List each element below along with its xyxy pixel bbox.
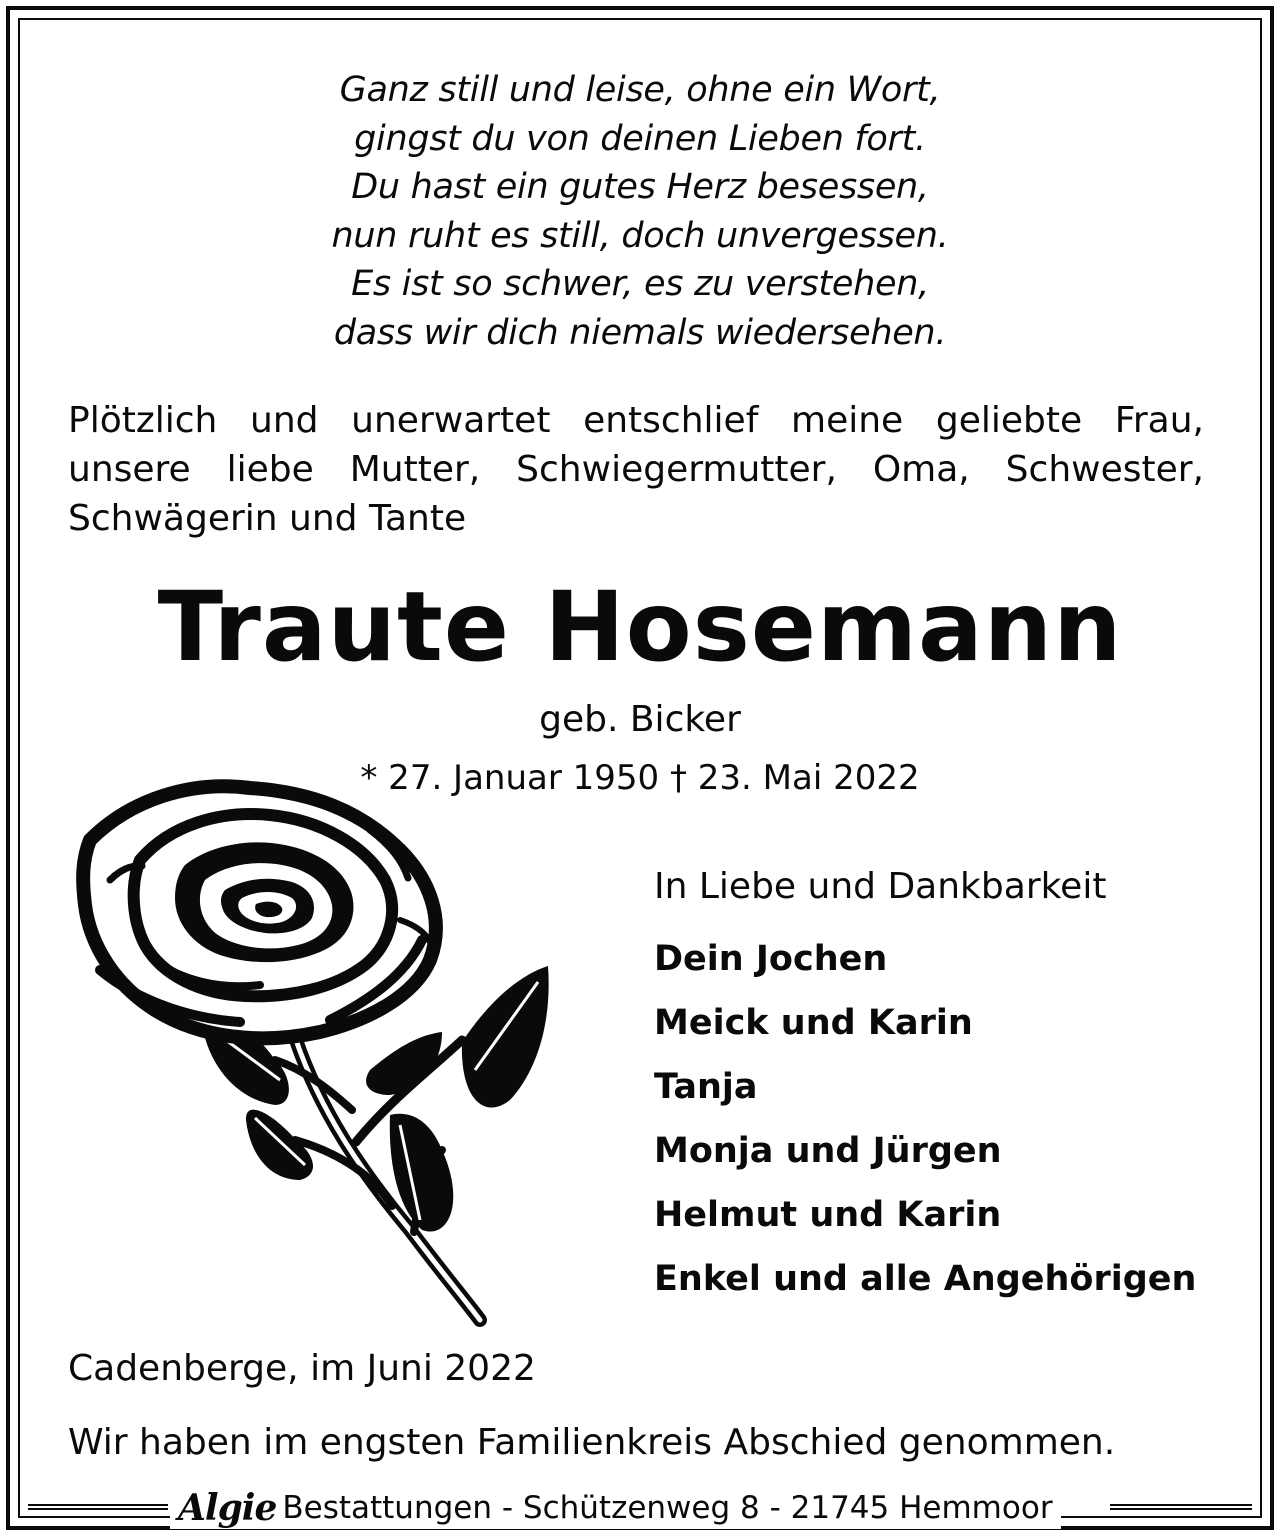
mourner-name: Meick und Karin [654,1003,973,1043]
poem-line: gingst du von deinen Lieben fort. [354,118,926,159]
deceased-name: Traute Hosemann [157,571,1123,683]
footer-rule-right [1110,1504,1252,1510]
footer-rule-left [28,1504,168,1510]
mourner-name: Monja und Jürgen [654,1131,1002,1171]
poem-line: Ganz still und leise, ohne ein Wort, [339,70,941,110]
life-dates: * 27. Januar 1950 † 23. Mai 2022 [360,758,920,798]
place-date: Cadenberge, im Juni 2022 [68,1348,536,1389]
poem-line: dass wir dich niemals wiedersehen. [333,312,947,353]
intro-line: Plötzlich und unerwartet entschlief meine geliebte Frau, [68,400,1204,441]
mourner-name: Tanja [654,1067,758,1107]
mourner-name: Helmut und Karin [654,1195,1002,1235]
funeral-home-logo: Algie [178,1487,277,1529]
mourners-heading: In Liebe und Dankbarkeit [654,866,1107,907]
poem [100,66,1180,357]
rose-icon [70,770,560,1330]
funeral-home-address: Bestattungen - Schützenweg 8 - 21745 Hemmoor [282,1490,1053,1526]
funeral-home-footer [170,1487,1061,1529]
poem-line: nun ruht es still, doch unvergessen. [331,215,949,256]
intro-line: unsere liebe Mutter, Schwiegermutter, Oma, Schwester, [68,449,1204,490]
mourners-list [654,864,1234,1311]
intro-text [68,396,1204,543]
mourner-name: Enkel und alle Angehörigen [654,1259,1197,1299]
maiden-name: geb. Bicker [539,699,741,740]
farewell-note: Wir haben im engsten Familienkreis Abschied genommen. [68,1422,1116,1463]
poem-line: Du hast ein gutes Herz besessen, [351,167,929,207]
intro-line: Schwägerin und Tante [68,498,467,539]
mourner-name: Dein Jochen [654,939,888,979]
poem-line: Es ist so schwer, es zu verstehen, [351,264,929,304]
